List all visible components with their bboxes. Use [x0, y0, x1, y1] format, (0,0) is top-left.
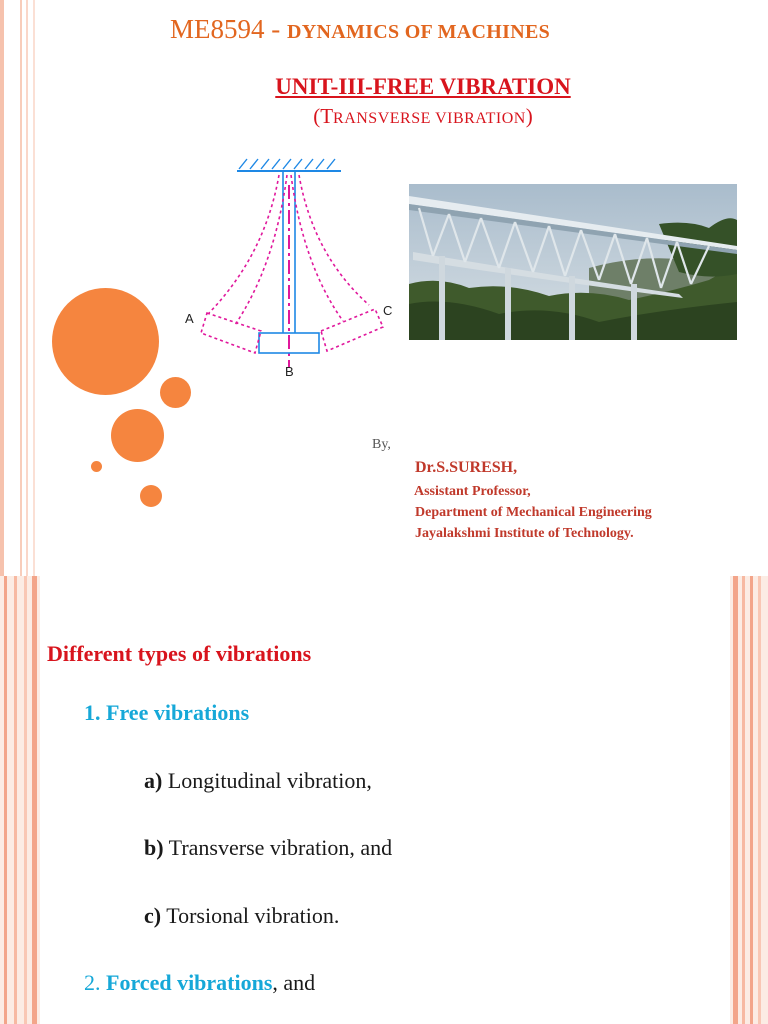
by-label: By, — [372, 437, 391, 452]
deflected-beam-left-inner — [235, 175, 287, 325]
transverse-vibration-diagram — [175, 155, 405, 385]
decor-circle-large — [52, 288, 159, 395]
subtitle-initial: T — [320, 104, 334, 128]
subtitle-open-paren: ( — [313, 104, 321, 128]
decor-circle-small — [91, 461, 102, 472]
sub-item-text: Longitudinal vibration, — [162, 768, 372, 793]
unit-subtitle — [0, 104, 768, 129]
mass-a — [201, 313, 261, 353]
sub-item-letter: b) — [144, 835, 164, 860]
sub-item-letter: c) — [144, 903, 162, 928]
sub-item-text: Transverse vibration, and — [163, 835, 393, 860]
unit-title: UNIT-III-FREE VIBRATION — [275, 74, 571, 99]
right-stripe-b — [742, 576, 745, 1024]
course-name: DYNAMICS OF MACHINES — [287, 21, 551, 43]
section-heading: Different types of vibrations — [47, 641, 312, 666]
deflected-beam-right-inner — [291, 175, 343, 321]
right-stripe-c — [750, 576, 753, 1024]
list-number: 2. — [84, 970, 101, 995]
author-department: Department of Mechanical Engineering — [415, 505, 652, 520]
label-a: A — [185, 311, 194, 326]
left-stripe-a — [4, 576, 7, 1024]
right-stripe-d — [758, 576, 761, 1024]
author-institute: Jayalakshmi Institute of Technology. — [415, 526, 634, 541]
decor-circle-mid — [111, 409, 164, 462]
list-item-forced-vibrations — [84, 970, 315, 996]
right-stripe-a — [733, 576, 738, 1024]
author-role: Assistant Professor, — [414, 484, 531, 499]
course-code: ME8594 - — [170, 14, 287, 44]
support-hatching — [239, 159, 335, 169]
list-item-free-vibrations: 1. Free vibrations — [84, 700, 250, 725]
sub-item-torsional — [144, 903, 339, 929]
sub-item-transverse — [144, 835, 392, 861]
label-c: C — [383, 303, 393, 318]
sub-item-letter: a) — [144, 768, 163, 793]
list-item-text: Forced vibrations — [106, 970, 273, 995]
subtitle-close-paren: ) — [525, 104, 533, 128]
slide-title — [170, 14, 550, 45]
left-stripe-b — [14, 576, 17, 1024]
sub-item-longitudinal — [144, 768, 372, 794]
label-b: B — [285, 364, 294, 379]
left-stripe-c — [24, 576, 27, 1024]
decor-circle-small-2 — [140, 485, 162, 507]
list-item-suffix: , and — [272, 970, 316, 995]
left-stripe-d — [32, 576, 37, 1024]
deflected-beam-left-outer — [209, 175, 279, 313]
bridge-photo — [409, 184, 737, 340]
mass-c — [321, 309, 383, 351]
deflected-beam-right-outer — [299, 175, 369, 305]
subtitle-rest: RANSVERSE VIBRATION — [333, 110, 526, 127]
content-slide — [0, 576, 768, 1024]
author-name: Dr.S.SURESH, — [415, 459, 518, 476]
sub-item-text: Torsional vibration. — [161, 903, 340, 928]
